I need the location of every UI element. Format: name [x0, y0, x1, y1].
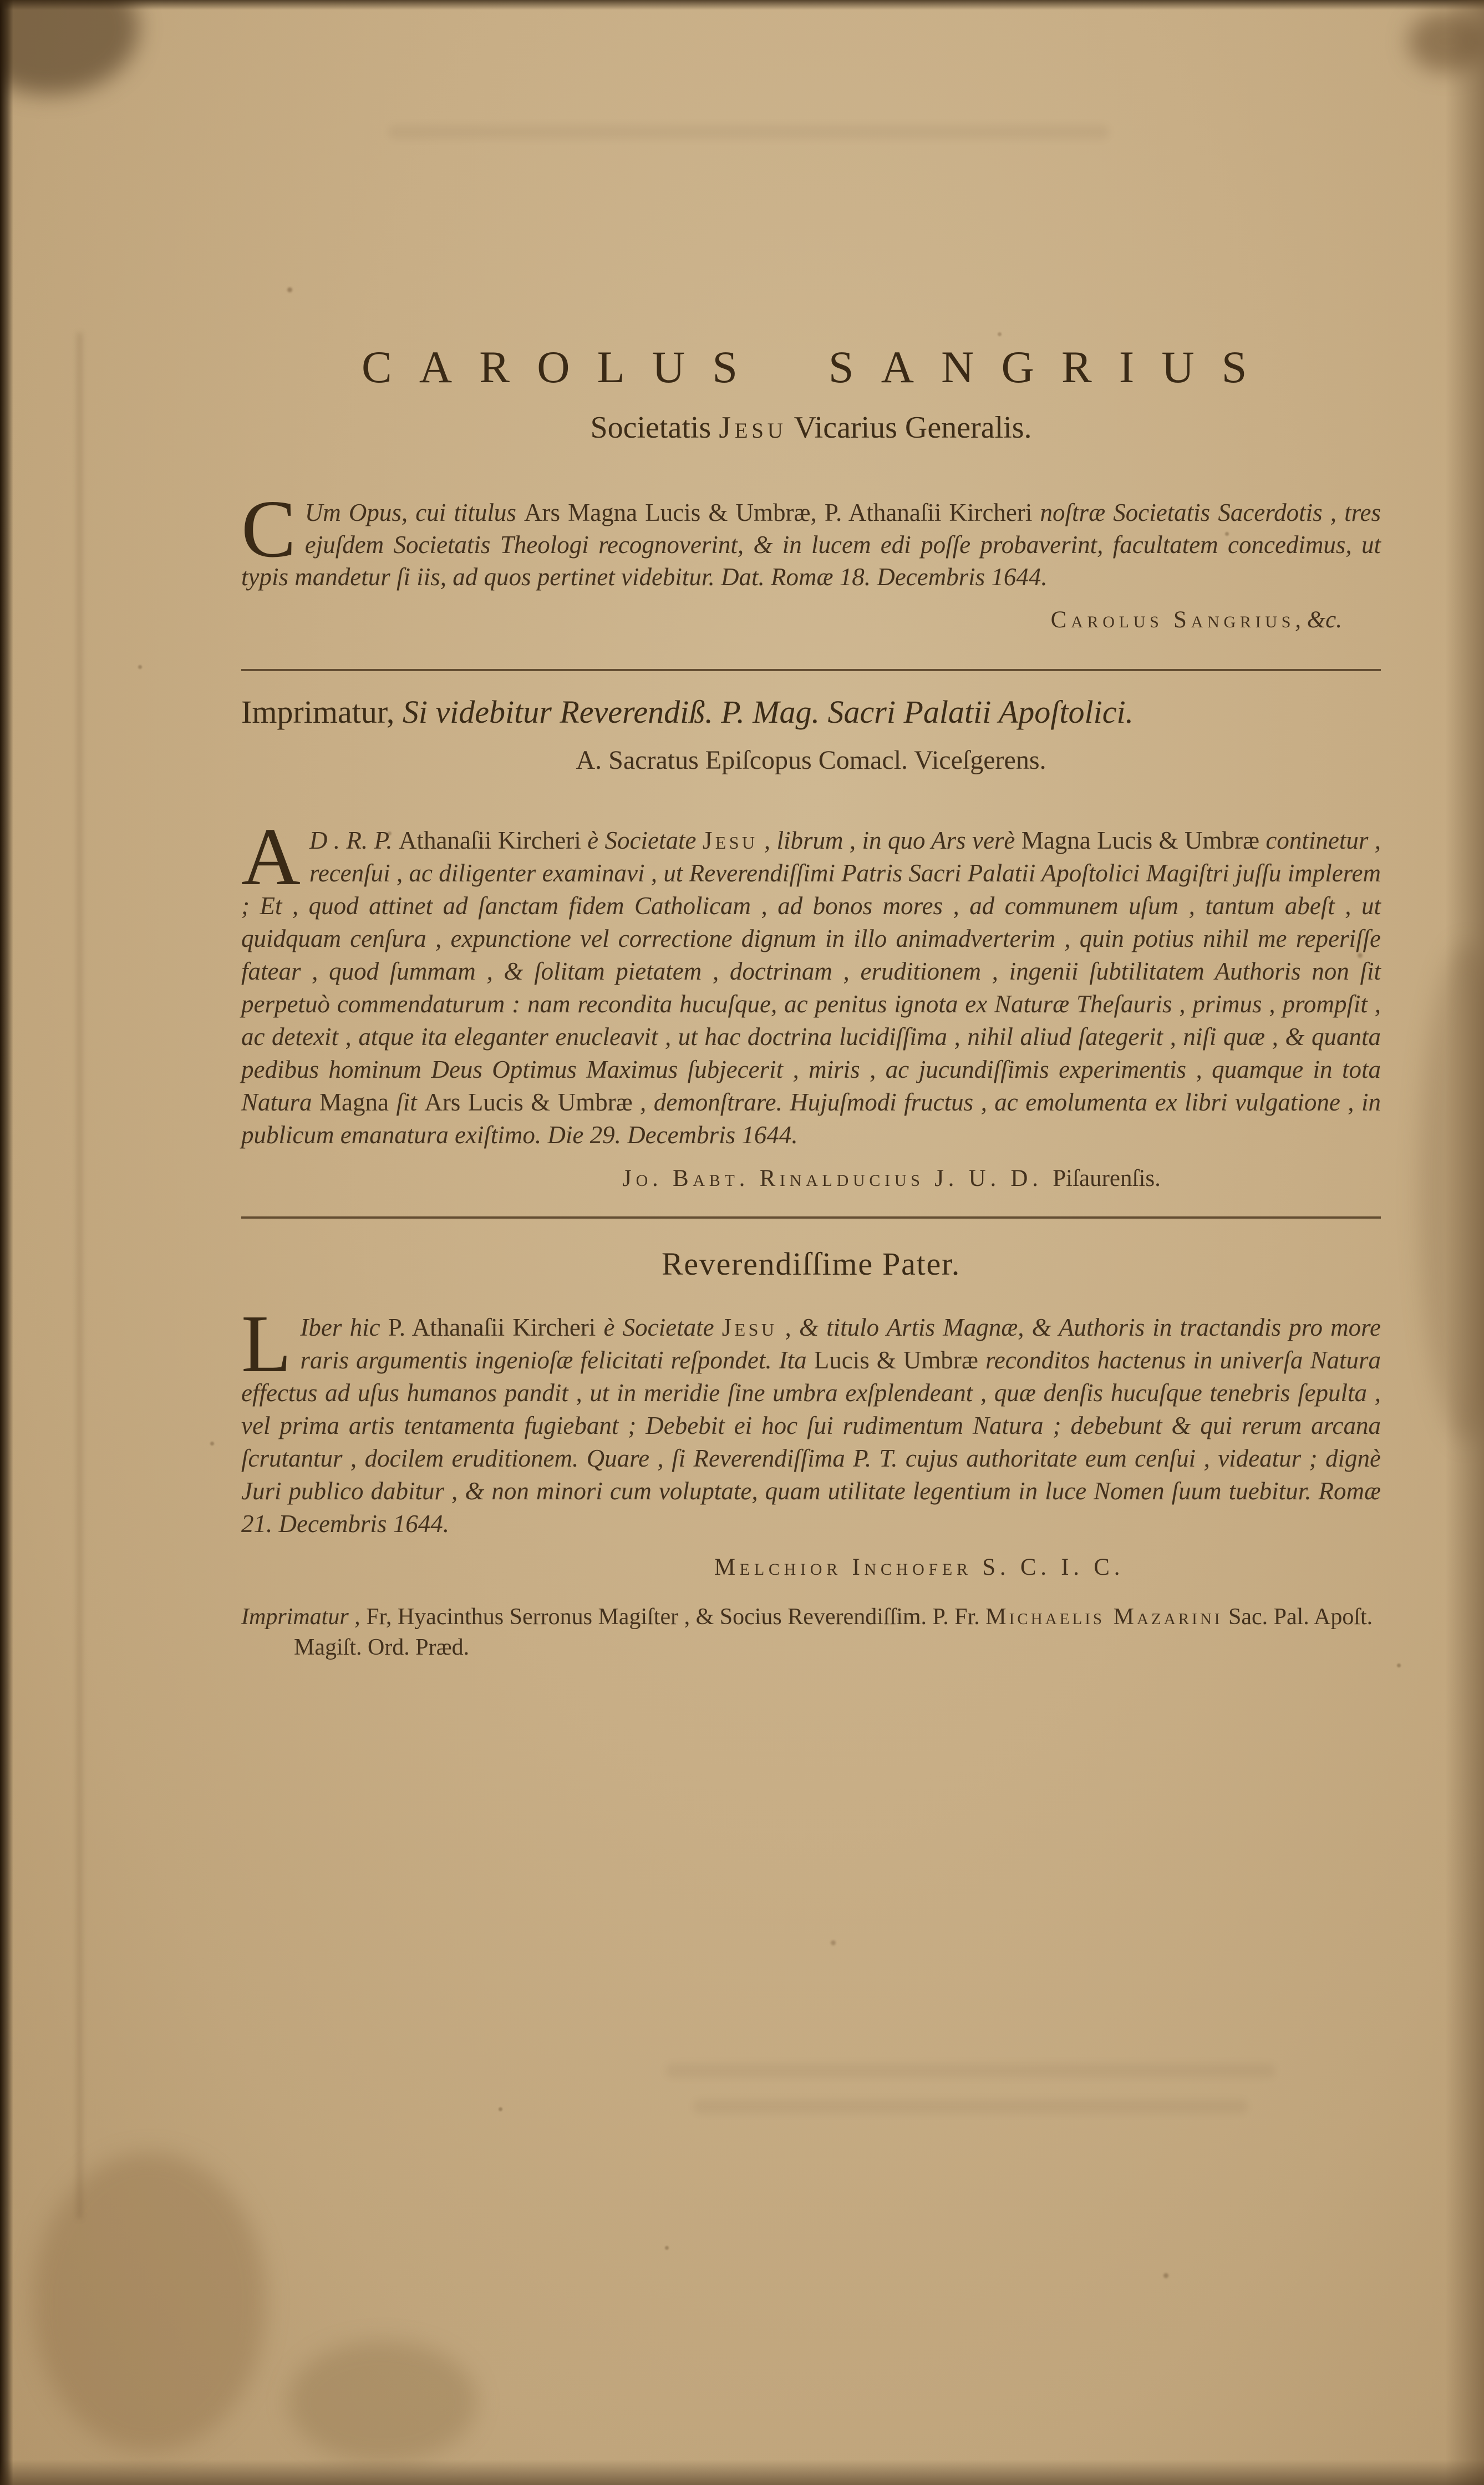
- page-edge-top: [0, 0, 1484, 10]
- page-edge-left: [0, 0, 13, 2485]
- subtitle: Societatis Jesu Vicarius Generalis.: [590, 410, 1032, 445]
- ink-bleedthrough-smudge: [693, 2099, 1248, 2114]
- paper-stain: [288, 2341, 477, 2463]
- dedication-paragraph: [241, 1299, 1381, 1540]
- imprimatur-heading: Imprimatur, Si videbitur Reverendiß. P. Mag. Sacri Palatii Apoſtolici.: [241, 694, 1134, 730]
- dropcap-initial-a: A: [241, 812, 301, 902]
- signature-rinalducius: Jo. Babt. Rinalducius J. U. D. Piſaurenſis.: [622, 1165, 1161, 1191]
- page-edge-bottom: [0, 2459, 1484, 2485]
- dropcap-initial-l: L: [241, 1299, 292, 1389]
- dedication-text: Iber hic P. Athanaſii Kircheri è Societate Jesu , & titulo Artis Magnæ, & Authoris in tractandis pro more raris argumentis ingenioſæ felicitati reſpondet. Ita Lucis & Umbræ reconditos hactenus in univerſa Natura effectus ad uſus humanos pandit , ut in meridie ſine umbra exſplendeant , quæ denſis hucuſque tenebris ſepulta , vel prima artis tentamenta fugiebant ; Debebit ei hoc ſui rudimentum Natura ; debebunt & qui rerum arcana ſcrutantur , docilem eruditionem. Quare , ſi Reverendiſſima P. T. cujus authoritate eum cenſui , videatur ; dignè Juri publico dabitur , & non minori cum voluptate, quam utilitate legentium in luce Nomen ſuum tuebitur. Romæ 21. Decembris 1644.: [241, 1314, 1381, 1538]
- reverendissime-pater-heading: Reverendiſſime Pater.: [661, 1246, 961, 1282]
- vicesgerens-line: A. Sacratus Epiſcopus Comacl. Viceſgerens.: [576, 746, 1046, 775]
- divider-rule-top: [241, 669, 1381, 671]
- signature-carolus-sangrius: Carolus Sangrius, &c.: [1050, 607, 1342, 633]
- paper-crease: [78, 333, 82, 2219]
- divider-rule-bottom: [241, 1216, 1381, 1219]
- page-title: CAROLUS SANGRIUS: [361, 342, 1274, 392]
- approbation-paragraph: [241, 812, 1381, 1152]
- signature-inchofer: Melchior Inchofer S. C. I. C.: [714, 1554, 1125, 1580]
- ink-bleedthrough-smudge: [388, 125, 1109, 139]
- final-imprimatur: Imprimatur , Fr, Hyacinthus Serronus Magiſter , & Socius Reverendiſſim. P. Fr. Michaelis Mazarini Sac. Pal. Apoſt. Magiſt. Ord. Præd.: [241, 1604, 1373, 1660]
- paper-stain: [33, 2152, 266, 2452]
- text-block: [241, 341, 1381, 1663]
- page-edge-right: [1445, 0, 1484, 2485]
- dropcap-initial-c: C: [241, 484, 296, 575]
- paper-stain: [0, 0, 139, 94]
- license-text: Um Opus, cui titulus Ars Magna Lucis & Umbræ, P. Athanaſii Kircheri noſtræ Societatis Sacerdotis , tres ejuſdem Societatis Theologi recognoverint, & in lucem edi poſſe probaverint, facultatem concedimus, ut typis mandetur ſi iis, ad quos pertinet videbitur. Dat. Romæ 18. Decembris 1644.: [241, 499, 1381, 591]
- approbation-text: D . R. P. Athanaſii Kircheri è Societate Jesu , librum , in quo Ars verè Magna Lucis & Umbræ continetur , recenſui , ac diligenter examinavi , ut Reverendiſſimi Patris Sacri Palatii Apoſtolici Magiſtri juſſu implerem ; Et , quod attinet ad ſanctam fidem Catholicam , ad bonos mores , ad communem uſum , tantum abeſt , ut quidquam cenſura , expunctione vel correctione dignum in illo animadverterim , quin potius nihil me reperiſſe fatear , quod ſummam , & ſolitam pietatem , doctrinam , eruditionem , ingenii ſubtilitatem Authoris non ſit perpetuò commendaturum : nam recondita hucuſque, ac penitus ignota ex Naturæ Theſauris , primus , prompſit , ac detexit , atque ita eleganter enucleavit , ut hac doctrina lucidiſſima , nihil aliud ſategerit , niſi quæ , & quanta pedibus hominum Deus Optimus Maximus ſubjecerit , miris , ac jucundiſſimis experimentis , quamque in tota Natura Magna ſit Ars Lucis & Umbræ , demonſtrare. Hujuſmodi fructus , ac emolumenta ex libri vulgatione , in publicum emanatura exiſtimo. Die 29. Decembris 1644.: [241, 826, 1381, 1149]
- ink-bleedthrough-smudge: [665, 2063, 1275, 2078]
- license-paragraph: [241, 484, 1381, 593]
